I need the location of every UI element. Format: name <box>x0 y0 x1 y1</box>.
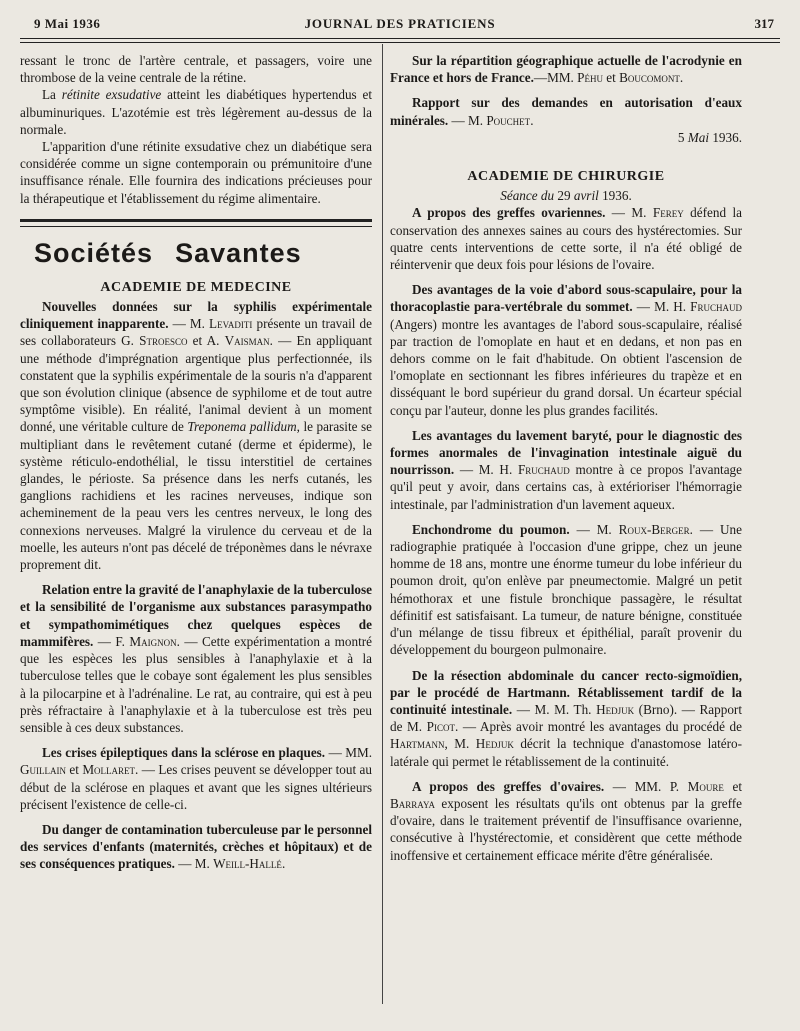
page-number: 317 <box>754 16 774 31</box>
academy-heading: ACADEMIE DE CHIRURGIE <box>467 169 665 185</box>
article-greffes-ovariennes: A propos des greffes ovariennes. — M. Ferey défend la conservation des annexes saines au cours des hystérectomies. Sur quatre cents interventions de cette sorte, il n'a été obligé de réintervenir que deux fois pour lésions de l'ovaire. <box>390 205 742 273</box>
author-name: Boucomont <box>619 70 680 86</box>
article-title: Du danger de contamination tuberculeuse par le personnel des services d'enfants (maternités, crèches et hôpitaux) et de ses conséquences pratiques. <box>20 821 372 872</box>
author-name: Guillain <box>20 762 67 778</box>
author-name: Ferey <box>652 205 684 221</box>
article-eaux-minerales: Rapport sur des demandes en autorisation d'eaux minérales. — M. Pouchet. <box>390 95 742 128</box>
article-title: Les avantages du lavement baryté, pour le diagnostic des formes anormales de l'invagination intestinale aiguë du nourrisson. <box>390 427 742 478</box>
author-name: Weill-Hallé <box>213 856 282 872</box>
article-title: A propos des greffes d'ovaires. <box>412 778 605 794</box>
article-title: Enchondrome du poumon. <box>412 521 570 537</box>
article-lavement-baryte: Les avantages du lavement baryté, pour le diagnostic des formes anormales de l'invagination intestinale aiguë du nourrisson. — M. H. Fruchaud montre à ce propos l'avantage qu'il peut y avoir, dans certains cas, à extérioriser l'hémorragie intestinale, par l'administration d'un lavement aqueux. <box>390 427 742 512</box>
author-name: Levaditi <box>209 316 253 332</box>
article-title: Nouvelles données sur la syphilis expérimentale cliniquement inapparente. <box>20 299 372 332</box>
continued-paragraph: ressant le tronc de l'artère centrale, et passagers, voire une thrombose de la veine centrale de la rétine. <box>20 53 372 86</box>
session-date: 5 Mai 1936. <box>677 129 742 145</box>
author-name: Vaisman <box>224 333 270 349</box>
species-name: Treponema pallidum <box>187 419 297 435</box>
section-rule-top <box>20 219 372 222</box>
section-heading: Sociétés Savantes <box>34 237 302 268</box>
author-name: Fruchaud <box>690 299 742 315</box>
article-title: Les crises épileptiques dans la sclérose en plaques. <box>42 745 326 761</box>
author-name: Pouchet <box>486 112 531 128</box>
article-title: Rapport sur des demandes en autorisation d'eaux minérales. <box>390 95 742 128</box>
author-name: Picot <box>426 719 455 735</box>
header-rule <box>20 38 780 43</box>
paragraph-retinite: La rétinite exsudative atteint les diabétiques hypertendus et albuminuriques. L'azotémie est très légèrement au-dessus de la normale. <box>20 87 372 137</box>
author-name: Moure <box>687 778 724 794</box>
author-name: Maignon <box>129 633 177 649</box>
issue-date: 9 Mai 1936 <box>34 16 101 31</box>
article-title: A propos des greffes ovariennes. <box>412 205 606 221</box>
author-name: Roux-Berger <box>618 521 690 537</box>
author-name: Péhu <box>577 70 603 86</box>
journal-title: JOURNAL DES PRATICIENS <box>304 16 496 31</box>
article-epilepsie: Les crises épileptiques dans la sclérose en plaques. — MM. Guillain et Mollaret. — Les crises peuvent se développer tout au début de la sclérose en plaques et avant que les signes ultérieurs précisent l'existence de celle-ci. <box>20 745 373 812</box>
column-divider <box>382 44 383 1004</box>
article-title: Relation entre la gravité de l'anaphylaxie de la tuberculose et la sensibilité de l'organisme aux substances parasympatho et sympathomimétiques chez quelques espèces de mammifères. <box>20 582 372 649</box>
article-title: De la résection abdominale du cancer recto-sigmoïdien, par le procédé de Hartmann. Rétablissement tardif de la continuité intestinale. <box>390 667 742 717</box>
article-greffes-ovaires: A propos des greffes d'ovaires. — MM. P. Moure et Barraya exposent les résultats qu'ils ont obtenus par la greffe d'ovaire, dans le traitement préventif de l'insuffisance ovarienne, consécutive à l'hystérectomie, et considèrent que cette méthode inoffensive et certainement efficace mérite d'être généralisée. <box>390 778 742 863</box>
article-sous-scapulaire: Des avantages de la voie d'abord sous-scapulaire, pour la thoracoplastie para-vertébrale du sommet. — M. H. Fruchaud (Angers) montre les avantages de l'abord sous-scapulaire, réalisé par traction de l'omoplate en haut et en dedans, et non pas en dehors comme on le fait d'habitude. On obtient l'ascension de l'omoplate en sectionnant les fibres inférieures du trapèze et en disséquant le bord supérieur du grand dorsal. Un écarteur spécial conçu par l'auteur, donne les plus grandes facilités. <box>390 282 742 418</box>
academy-heading: ACADEMIE DE MEDECINE <box>100 279 292 295</box>
paragraph-conclusion: L'apparition d'une rétinite exsudative chez un diabétique sera considérée comme un signe contemporain ou prémunitoire d'une insuffisance rénale. Elle fournira des indications précieuses pour la thérapeutique et l'établissement du régime alimentaire. <box>20 139 372 206</box>
article-syphilis: Nouvelles données sur la syphilis expérimentale cliniquement inapparente. — M. Levaditi présente un travail de ses collaborateurs G. Stroesco et A. Vaisman. — En appliquant une méthode d'imprégnation argentique plus perfectionnée, ils constatent que la syphilis expérimentale de la souris n'a d'apparent que son évolution clinique (absence de syphilome et de tout autre symptôme visible). En réalité, l'animal devient à un moment donné, une véritable culture de Treponema pallidum, le parasite se multipliant dans le revêtement cutané (derme et épiderme), le système réticulo-endothélial, le tissu interstitiel de certaines glandes, le périoste. Sa présence dans les nerfs cutanés, les ganglions rachidiens et les racines nerveuses, indique son acheminement de la peau vers les centres nerveux, le long des connexions nerveuses. Malgré la virulence du cerveau et de la moelle, les auteurs n'ont pas décelé de tréponèmes dans le névraxe proprement dit. <box>20 299 372 573</box>
author-name: Mollaret <box>82 762 136 778</box>
article-anaphylaxie: Relation entre la gravité de l'anaphylaxie de la tuberculose et la sensibilité de l'organisme aux substances parasympatho et sympathomimétiques chez quelques espèces de mammifères. — F. Maignon. — Cette expérimentation a montré que les espèces les plus sensibles à l'anaphylaxie et à la tuberculose telles que le cobaye sont également les plus sensibles à la pilocarpine et à l'adrénaline. Le rat, au contraire, qui est à peu près réfractaire à l'anaphylaxie et à la tuberculose est très peu sensible à ces deux substances. <box>20 582 372 735</box>
author-name: Barraya <box>390 795 435 811</box>
emphasis: rétinite exsudative <box>61 87 162 103</box>
left-column <box>20 52 372 873</box>
right-column <box>390 52 742 864</box>
article-contamination: Du danger de contamination tuberculeuse par le personnel des services d'enfants (maternités, crèches et hôpitaux) et de ses conséquences pratiques. — M. Weill-Hallé. <box>20 821 372 872</box>
section-rule-bottom <box>20 226 372 227</box>
author-name: Hedjuk <box>475 736 514 752</box>
article-resection: De la résection abdominale du cancer recto-sigmoïdien, par le procédé de Hartmann. Rétablissement tardif de la continuité intestinale. — M. M. Th. Hedjuk (Brno). — Rapport de M. Picot. — Après avoir montré les avantages du procédé de Hartmann, M. Hedjuk décrit la technique d'anastomose latéro-latérale qui permet le rétablissement de la continuité. <box>390 667 742 769</box>
article-enchondrome: Enchondrome du poumon. — M. Roux-Berger. — Une radiographie pratiquée à l'occasion d'une grippe, chez un jeune homme de 18 ans, montre une énorme tumeur du lobe inférieur du poumon droit, qu'on enlève par pneumectomie. Malgré un petit hémothorax et une fistule bronchique passagère, le résultat définitif est satisfaisant. La tumeur, de nature bénigne, constituée d'un mélange de tissu fibreux et épithélial, paraît provenir du développement du bourgeon pulmonaire. <box>390 521 742 658</box>
article-title: Sur la répartition géographique actuelle de l'acrodynie en France et hors de France. <box>390 53 742 86</box>
author-name: Stroesco <box>139 333 188 349</box>
author-name: Fruchaud <box>517 462 570 478</box>
author-name: Hartmann <box>390 736 445 752</box>
article-acrodynie: Sur la répartition géographique actuelle de l'acrodynie en France et hors de France.—MM. Péhu et Boucomont. <box>390 53 742 86</box>
seance-date: Séance du 29 avril 1936. <box>500 188 632 204</box>
author-name: Hedjuk <box>596 701 635 717</box>
article-title: Des avantages de la voie d'abord sous-scapulaire, pour la thoracoplastie para-vertébrale du sommet. <box>390 282 742 315</box>
running-head <box>20 12 780 40</box>
